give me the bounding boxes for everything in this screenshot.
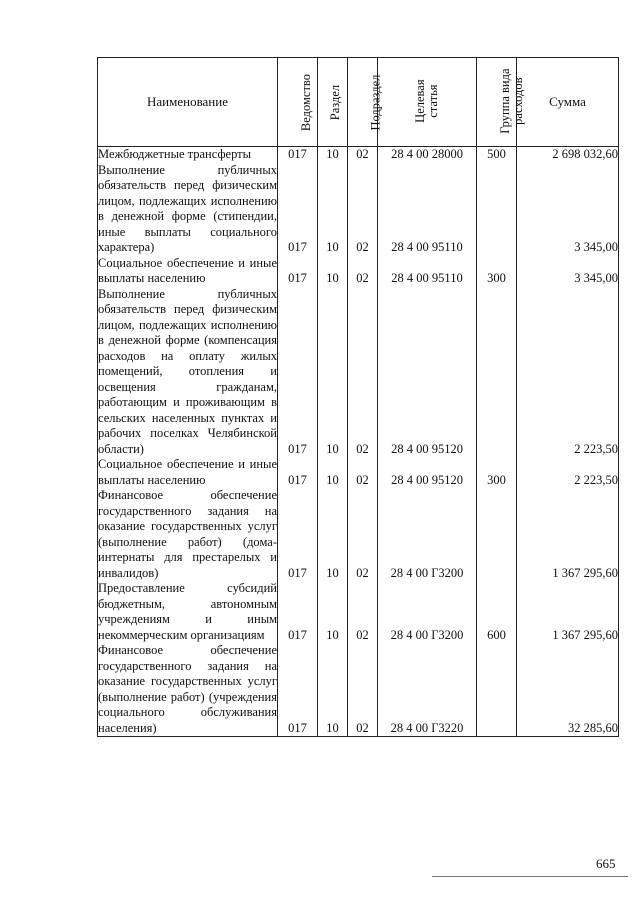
table-row (98, 643, 619, 737)
row-gruppa-vida-rashodov: 500 (477, 147, 517, 163)
page-number: 665 (596, 856, 616, 871)
row-name: Финансовое обеспечение государственного задания на оказание государственных услуг (выполнение работ) (дома-интернаты для престарелых и инвалидов) (98, 488, 277, 580)
header-razdel-cell (318, 58, 348, 147)
row-summa: 1 367 295,60 (517, 581, 619, 643)
row-celevaya-statya: 28 4 00 95120 (378, 287, 477, 458)
table-row (98, 287, 619, 458)
header-vedomstvo: Ведомство (298, 73, 313, 131)
row-podrazdel: 02 (348, 256, 378, 287)
row-gruppa-vida-rashodov (477, 287, 517, 458)
header-celevaya: Целевая статья (412, 79, 440, 124)
row-summa: 3 345,00 (517, 256, 619, 287)
row-gruppa-vida-rashodov (477, 488, 517, 581)
row-gruppa-vida-rashodov: 300 (477, 256, 517, 287)
row-gruppa-vida-rashodov: 300 (477, 457, 517, 488)
table-row (98, 147, 619, 163)
budget-table (97, 57, 619, 737)
row-vedomstvo: 017 (278, 256, 318, 287)
table-row (98, 457, 619, 488)
row-podrazdel: 02 (348, 643, 378, 737)
row-razdel: 10 (318, 163, 348, 256)
row-razdel: 10 (318, 287, 348, 458)
row-podrazdel: 02 (348, 488, 378, 581)
row-vedomstvo: 017 (278, 643, 318, 737)
row-vedomstvo: 017 (278, 287, 318, 458)
header-podrazdel: Подраздел (368, 74, 383, 131)
row-celevaya-statya: 28 4 00 Г3200 (378, 488, 477, 581)
row-podrazdel: 02 (348, 457, 378, 488)
row-summa: 2 223,50 (517, 287, 619, 458)
row-name: Межбюджетные трансферты (98, 147, 278, 163)
row-name: Предоставление субсидий бюджетным, автономным учреждениям и иным некоммерческим организациям (98, 581, 277, 642)
row-name: Выполнение публичных обязательств перед физическим лицом, подлежащих исполнению в денежной форме (стипендии, иные выплаты социального характера) (98, 162, 277, 254)
row-celevaya-statya: 28 4 00 95120 (378, 457, 477, 488)
row-summa: 3 345,00 (517, 163, 619, 256)
table-row (98, 163, 619, 256)
row-summa: 2 698 032,60 (517, 147, 619, 163)
row-celevaya-statya: 28 4 00 95110 (378, 163, 477, 256)
row-vedomstvo: 017 (278, 488, 318, 581)
header-razdel: Раздел (328, 84, 343, 120)
row-celevaya-statya: 28 4 00 95110 (378, 256, 477, 287)
footer-divider (432, 876, 628, 877)
header-name: Наименование (98, 58, 278, 147)
header-vedomstvo-cell (278, 58, 318, 147)
table-row (98, 581, 619, 643)
header-gruppa: Группа вида расходов (497, 68, 525, 135)
table-header-row (98, 58, 619, 147)
row-gruppa-vida-rashodov (477, 643, 517, 737)
row-vedomstvo: 017 (278, 163, 318, 256)
row-gruppa-vida-rashodov: 600 (477, 581, 517, 643)
row-razdel: 10 (318, 147, 348, 163)
row-name: Финансовое обеспечение государственного задания на оказание государственных услуг (выполнение работ) (учреждения социального обслуживания населения) (98, 643, 277, 735)
table-body (98, 147, 619, 737)
row-vedomstvo: 017 (278, 457, 318, 488)
row-summa: 32 285,60 (517, 643, 619, 737)
row-podrazdel: 02 (348, 147, 378, 163)
row-celevaya-statya: 28 4 00 28000 (378, 147, 477, 163)
header-summa: Сумма (517, 58, 619, 147)
table-row (98, 488, 619, 581)
row-summa: 1 367 295,60 (517, 488, 619, 581)
row-podrazdel: 02 (348, 581, 378, 643)
row-name: Социальное обеспечение и иные выплаты населению (98, 255, 277, 285)
header-gruppa-cell (477, 58, 525, 147)
row-vedomstvo: 017 (278, 147, 318, 163)
row-celevaya-statya: 28 4 00 Г3200 (378, 581, 477, 643)
row-gruppa-vida-rashodov (477, 163, 517, 256)
header-celevaya-cell (378, 58, 477, 147)
header-podrazdel-cell (348, 58, 383, 147)
row-summa: 2 223,50 (517, 457, 619, 488)
row-razdel: 10 (318, 581, 348, 643)
row-vedomstvo: 017 (278, 581, 318, 643)
row-celevaya-statya: 28 4 00 Г3220 (378, 643, 477, 737)
row-razdel: 10 (318, 488, 348, 581)
row-razdel: 10 (318, 256, 348, 287)
row-razdel: 10 (318, 643, 348, 737)
table-row (98, 256, 619, 287)
row-razdel: 10 (318, 457, 348, 488)
row-podrazdel: 02 (348, 163, 378, 256)
row-name: Выполнение публичных обязательств перед физическим лицом, подлежащих исполнению в денежной форме (компенсация расходов на оплату жилых помещений, отопления и освещения гражданам, работающим и проживающим в сельских населенных пунктах и рабочих поселках Челябинской области) (98, 286, 277, 456)
row-podrazdel: 02 (348, 287, 378, 458)
row-name: Социальное обеспечение и иные выплаты населению (98, 457, 277, 487)
